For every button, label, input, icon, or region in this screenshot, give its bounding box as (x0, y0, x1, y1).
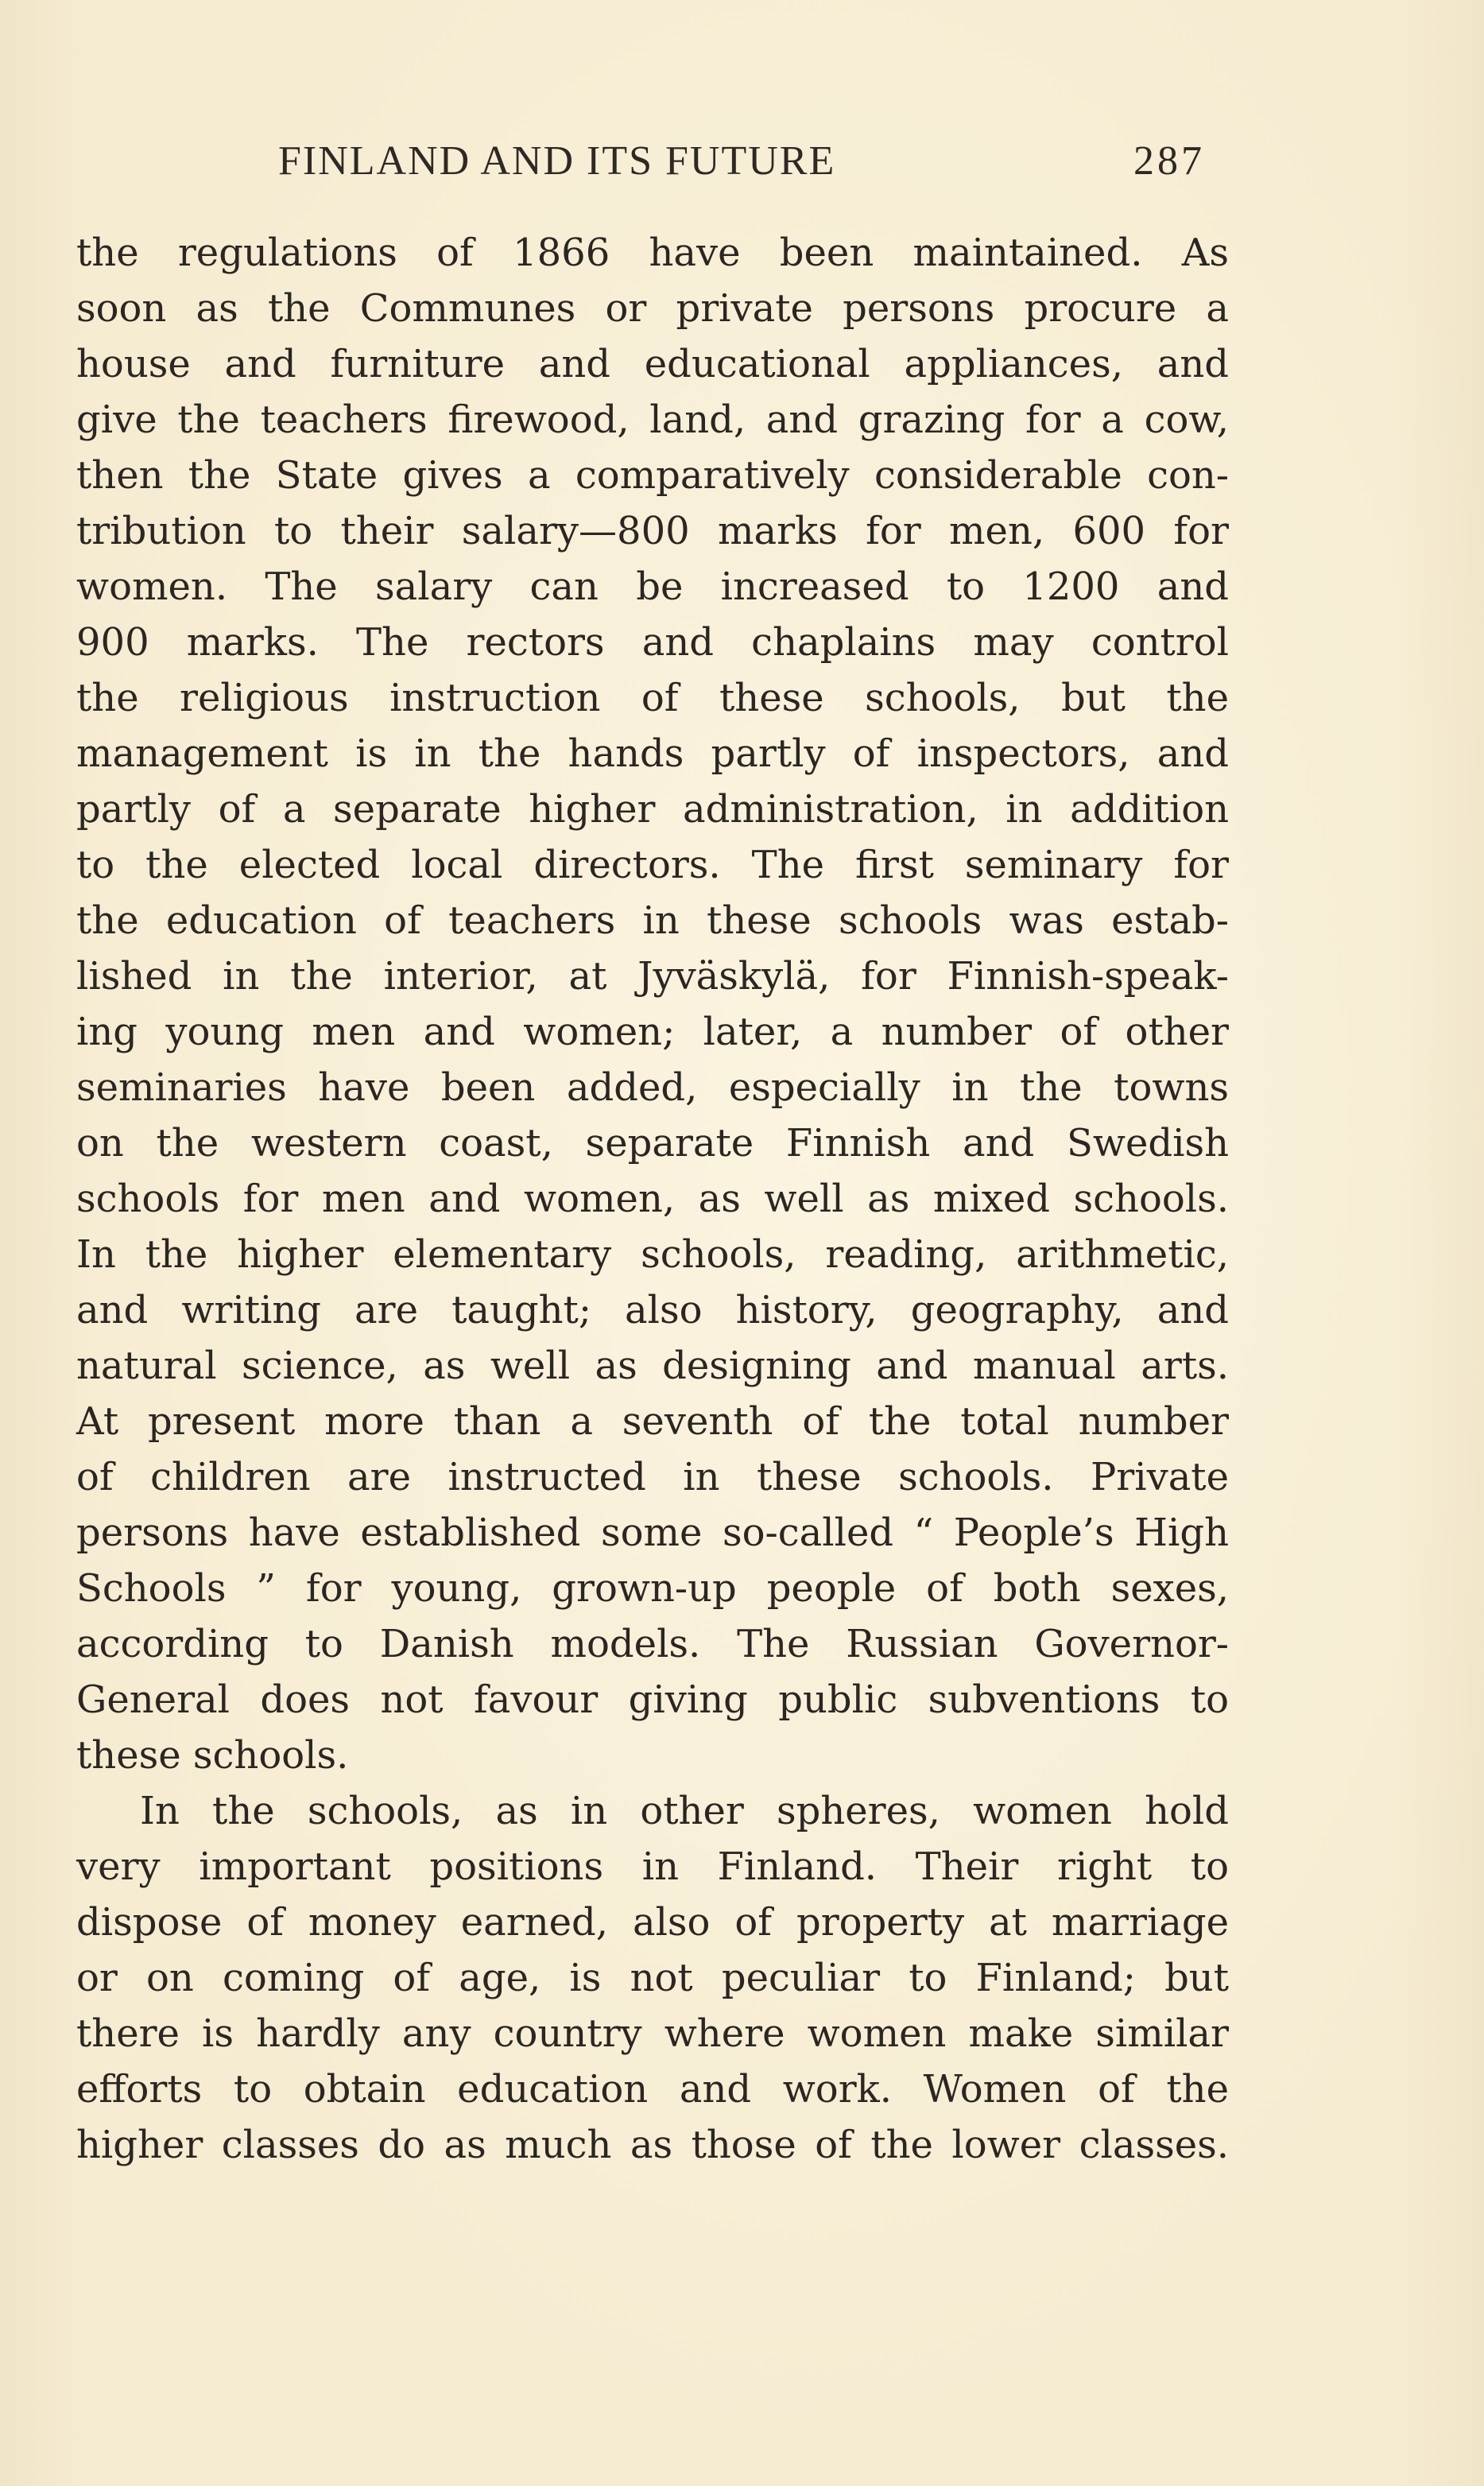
text-line: very important positions in Finland. Their right to (76, 1844, 1229, 1889)
text-line: on the western coast, separate Finnish and Swedish (76, 1121, 1229, 1165)
running-head (76, 134, 1229, 189)
text-line: Schools ” for young, grown-up people of both sexes, (76, 1566, 1229, 1611)
text-line: efforts to obtain education and work. Women of the (76, 2067, 1229, 2112)
text-line: management is in the hands partly of inspectors, and (76, 731, 1229, 776)
text-line: and writing are taught; also history, geography, and (76, 1288, 1229, 1332)
page-number: 287 (1133, 138, 1205, 184)
body-text (76, 225, 1229, 2173)
running-head-title: FINLAND AND ITS FUTURE (278, 138, 836, 184)
text-line: these schools. (76, 1733, 349, 1778)
text-line: lished in the interior, at Jyväskylä, for Finnish-speak- (76, 954, 1229, 999)
text-line: seminaries have been added, especially in the towns (76, 1065, 1229, 1110)
text-line: dispose of money earned, also of property at marriage (76, 1900, 1229, 1945)
text-line: the religious instruction of these schools, but the (76, 676, 1229, 720)
text-line: or on coming of age, is not peculiar to Finland; but (76, 1956, 1229, 2000)
text-line: the regulations of 1866 have been maintained. As (76, 231, 1229, 275)
text-line: women. The salary can be increased to 1200 and (76, 564, 1229, 609)
text-line: according to Danish models. The Russian Governor- (76, 1622, 1229, 1666)
text-line: natural science, as well as designing and manual arts. (76, 1344, 1229, 1388)
text-line: soon as the Communes or private persons procure a (76, 286, 1229, 331)
text-line: schools for men and women, as well as mixed schools. (76, 1177, 1229, 1221)
paragraph-1 (76, 225, 1229, 1783)
text-line: the education of teachers in these schools was estab- (76, 898, 1229, 943)
text-line: tribution to their salary—800 marks for men, 600 for (76, 509, 1229, 553)
text-line: partly of a separate higher administration, in addition (76, 787, 1229, 832)
text-line: there is hardly any country where women make similar (76, 2011, 1229, 2056)
text-line: house and furniture and educational appliances, and (76, 342, 1229, 386)
text-line: In the schools, as in other spheres, women hold (140, 1789, 1229, 1833)
paragraph-2 (76, 1783, 1229, 2173)
text-line: At present more than a seventh of the total number (76, 1399, 1229, 1444)
text-line: of children are instructed in these schools. Private (76, 1455, 1229, 1499)
text-line: to the elected local directors. The first seminary for (76, 843, 1229, 887)
text-line: In the higher elementary schools, reading, arithmetic, (76, 1232, 1229, 1277)
text-line: ing young men and women; later, a number of other (76, 1010, 1229, 1054)
text-line: persons have established some so-called “ People’s High (76, 1511, 1229, 1555)
text-line: General does not favour giving public subventions to (76, 1677, 1229, 1722)
text-line: then the State gives a comparatively considerable con- (76, 453, 1229, 498)
text-line: give the teachers firewood, land, and grazing for a cow, (76, 398, 1229, 442)
text-line: higher classes do as much as those of the lower classes. (76, 2123, 1229, 2167)
text-line: 900 marks. The rectors and chaplains may control (76, 620, 1229, 665)
